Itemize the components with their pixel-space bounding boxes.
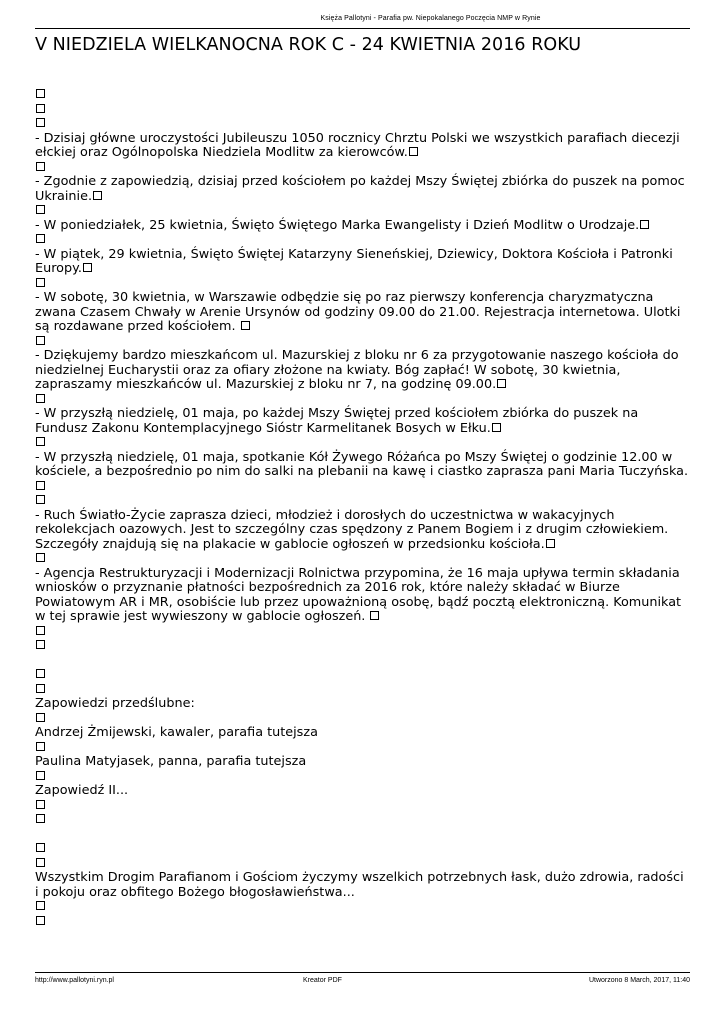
missing-glyph-box (241, 321, 250, 330)
empty-line (35, 335, 690, 350)
missing-glyph-box (36, 713, 45, 722)
missing-glyph-box (93, 191, 102, 200)
empty-line (35, 842, 690, 857)
closing-wishes: Wszystkim Drogim Parafianom i Gościom życzymy wszelkich potrzebnych łask, dużo zdrowia, radości i pokoju oraz obfitego Bożego błogosławieństwa... (35, 870, 684, 900)
empty-line (35, 436, 690, 451)
missing-glyph-box (492, 423, 501, 432)
empty-line (35, 668, 690, 683)
missing-glyph-box (83, 263, 92, 272)
missing-glyph-box (36, 640, 45, 649)
missing-glyph-box (370, 611, 379, 620)
running-head: Księża Pallotyni - Parafia pw. Niepokalanego Poczęcia NMP w Rynie (320, 15, 541, 22)
empty-line (35, 393, 690, 408)
announcement: - W przyszłą niedzielę, 01 maja, spotkanie Kół Żywego Różańca po Mszy Świętej o godzinie 12.00 w kościele, a bezpośrednio po nim do salki na plebanii na kawę i ciastko zaprasza pani Maria Tuczyńska. (35, 451, 690, 495)
empty-line (35, 770, 690, 785)
missing-glyph-box (36, 742, 45, 751)
footer-rule (35, 972, 690, 973)
empty-line (35, 233, 690, 248)
missing-glyph-box (36, 89, 45, 98)
announcement: - W piątek, 29 kwietnia, Święto Świętej Katarzyny Sieneńskiej, Dziewicy, Doktora Kościoła i Patronki Europy. (35, 246, 673, 276)
missing-glyph-box (36, 336, 45, 345)
empty-line (35, 900, 690, 915)
spacer (35, 828, 690, 843)
announcement: - Agencja Restrukturyzacji i Modernizacji Rolnictwa przypomina, że 16 maja upływa termin składania wniosków o przyznanie płatności bezpośrednich za 2016 rok, które należy składać w Biurze Powiatowym AR i MR, osobiście lub przez upoważnioną osobę, bądź pocztą elektroniczną. Komunikat w tej sprawie jest wywieszony w gablocie ogłoszeń. (35, 565, 682, 624)
empty-line (35, 915, 690, 930)
announcement: - W sobotę, 30 kwietnia, w Warszawie odbędzie się po raz pierwszy konferencja charyzmatyczna zwana Czasem Chwały w Arenie Ursynów od godziny 09.00 do 21.00. Rejestracja internetowa. Ulotki są rozdawane przed kościołem. (35, 290, 681, 334)
empty-line (35, 277, 690, 292)
missing-glyph-box (36, 916, 45, 925)
page-title: V NIEDZIELA WIELKANOCNA ROK C - 24 KWIETNIA 2016 ROKU (35, 35, 582, 55)
missing-glyph-box (36, 437, 45, 446)
missing-glyph-box (36, 495, 45, 504)
announcement: - Dzisiaj główne uroczystości Jubileuszu 1050 rocznicy Chrztu Polski we wszystkich parafiach diecezji ełckiej oraz Ogólnopolska Niedziela Modlitw za kierowców. (35, 130, 680, 160)
empty-line (35, 683, 690, 698)
missing-glyph-box (36, 104, 45, 113)
footer-url-link[interactable]: http://www.pallotyni.ryn.pl (35, 977, 114, 984)
banns-heading: Zapowiedzi przedślubne: (35, 696, 195, 711)
missing-glyph-box (36, 858, 45, 867)
empty-line (35, 639, 690, 654)
footer-generator: Kreator PDF (303, 977, 342, 984)
missing-glyph-box (640, 220, 649, 229)
empty-line (35, 161, 690, 176)
empty-line (35, 103, 690, 118)
missing-glyph-box (36, 118, 45, 127)
empty-line (35, 117, 690, 132)
announcement: - W przyszłą niedzielę, 01 maja, po każdej Mszy Świętej przed kościołem zbiórka do puszek na Fundusz Zakonu Kontemplacyjnego Sióstr Karmelitanek Bosych w Ełku. (35, 406, 639, 436)
spacer (35, 654, 690, 669)
missing-glyph-box (36, 553, 45, 562)
empty-line (35, 813, 690, 828)
missing-glyph-box (36, 901, 45, 910)
missing-glyph-box (36, 278, 45, 287)
banns-groom: Andrzej Żmijewski, kawaler, parafia tutejsza (35, 725, 318, 740)
missing-glyph-box (546, 539, 555, 548)
banns-bride: Paulina Matyjasek, panna, parafia tutejsza (35, 754, 307, 769)
missing-glyph-box (36, 843, 45, 852)
empty-line (35, 857, 690, 872)
missing-glyph-box (497, 379, 506, 388)
empty-line (35, 625, 690, 640)
missing-glyph-box (36, 234, 45, 243)
missing-glyph-box (36, 814, 45, 823)
missing-glyph-box (36, 626, 45, 635)
missing-glyph-box (36, 162, 45, 171)
announcement: - Ruch Światło-Życie zaprasza dzieci, młodzież i dorosłych do uczestnictwa w wakacyjnych rekolekcjach oazowych. Jest to szczególny czas spędzony z Panem Bogiem i z drugim człowiekiem. Szczegóły znajdują się na plakacie w gablocie ogłoszeń w przedsionku kościoła. (35, 507, 669, 552)
missing-glyph-box (36, 800, 45, 809)
document-body (35, 88, 690, 929)
footer-created-date: Utworzono 8 March, 2017, 11:40 (588, 977, 690, 984)
empty-line (35, 741, 690, 756)
empty-line (35, 494, 690, 509)
empty-line (35, 799, 690, 814)
announcement: - Zgodnie z zapowiedzią, dzisiaj przed kościołem po każdej Mszy Świętej zbiórka do puszek na pomoc Ukrainie. (35, 174, 685, 204)
header-rule (35, 28, 690, 29)
missing-glyph-box (36, 394, 45, 403)
missing-glyph-box (409, 147, 418, 156)
missing-glyph-box (36, 205, 45, 214)
banns-label: Zapowiedź II... (35, 783, 129, 798)
missing-glyph-box (36, 771, 45, 780)
empty-line (35, 88, 690, 103)
empty-line (35, 552, 690, 567)
missing-glyph-box (36, 481, 45, 490)
missing-glyph-box (36, 669, 45, 678)
missing-glyph-box (36, 684, 45, 693)
announcement: - Dziękujemy bardzo mieszkańcom ul. Mazurskiej z bloku nr 6 za przygotowanie naszego kościoła do niedzielnej Eucharystii oraz za ofiary złożone na kwiaty. Bóg zapłać! W sobotę, 30 kwietnia, zapraszamy mieszkańców ul. Mazurskiej z bloku nr 7, na godzinę 09.00. (35, 348, 679, 392)
empty-line (35, 204, 690, 219)
empty-line (35, 712, 690, 727)
announcement: - W poniedziałek, 25 kwietnia, Święto Świętego Marka Ewangelisty i Dzień Modlitw o Urodzaje. (35, 219, 690, 234)
